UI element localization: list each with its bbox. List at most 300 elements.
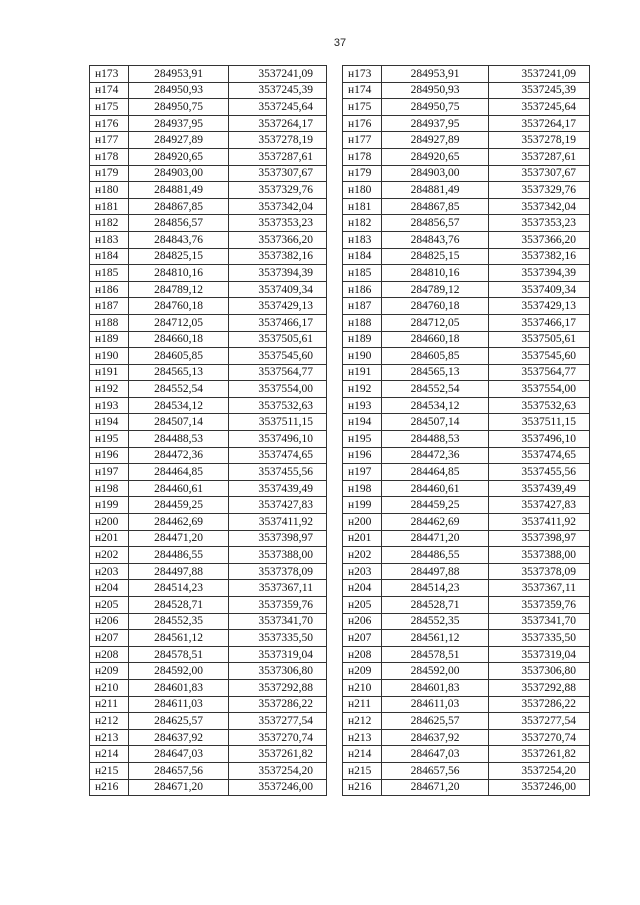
table-row (343, 132, 590, 149)
x-coordinate-cell: 284657,56 (129, 762, 229, 779)
y-coordinate-cell: 3537511,15 (229, 414, 327, 431)
table-row (343, 547, 590, 564)
point-id-cell: н195 (343, 431, 382, 448)
y-coordinate-cell: 3537378,09 (229, 563, 327, 580)
x-coordinate-cell: 284552,54 (129, 381, 229, 398)
x-coordinate-cell: 284950,75 (129, 99, 229, 116)
y-coordinate-cell: 3537287,61 (489, 148, 590, 165)
table-row (343, 231, 590, 248)
y-coordinate-cell: 3537278,19 (229, 132, 327, 149)
x-coordinate-cell: 284459,25 (382, 497, 489, 514)
x-coordinate-cell: 284464,85 (129, 464, 229, 481)
table-row (90, 563, 327, 580)
y-coordinate-cell: 3537292,88 (489, 679, 590, 696)
y-coordinate-cell: 3537429,13 (229, 298, 327, 315)
table-row (343, 497, 590, 514)
x-coordinate-cell: 284507,14 (129, 414, 229, 431)
y-coordinate-cell: 3537307,67 (229, 165, 327, 182)
y-coordinate-cell: 3537277,54 (229, 713, 327, 730)
y-coordinate-cell: 3537245,64 (489, 99, 590, 116)
point-id-cell: н182 (343, 215, 382, 232)
point-id-cell: н189 (90, 331, 129, 348)
point-id-cell: н183 (90, 231, 129, 248)
y-coordinate-cell: 3537366,20 (489, 231, 590, 248)
x-coordinate-cell: 284920,65 (382, 148, 489, 165)
y-coordinate-cell: 3537554,00 (229, 381, 327, 398)
table-row (90, 314, 327, 331)
point-id-cell: н211 (343, 696, 382, 713)
table-row (343, 630, 590, 647)
point-id-cell: н196 (90, 447, 129, 464)
x-coordinate-cell: 284637,92 (129, 729, 229, 746)
y-coordinate-cell: 3537246,00 (489, 779, 590, 796)
y-coordinate-cell: 3537474,65 (229, 447, 327, 464)
table-row (343, 165, 590, 182)
table-row (343, 663, 590, 680)
y-coordinate-cell: 3537545,60 (229, 348, 327, 365)
y-coordinate-cell: 3537427,83 (489, 497, 590, 514)
table-row (90, 679, 327, 696)
point-id-cell: н186 (343, 281, 382, 298)
y-coordinate-cell: 3537455,56 (489, 464, 590, 481)
x-coordinate-cell: 284514,23 (382, 580, 489, 597)
x-coordinate-cell: 284561,12 (129, 630, 229, 647)
table-row (90, 99, 327, 116)
point-id-cell: н185 (343, 265, 382, 282)
point-id-cell: н194 (90, 414, 129, 431)
y-coordinate-cell: 3537394,39 (229, 265, 327, 282)
y-coordinate-cell: 3537245,39 (489, 82, 590, 99)
table-row (90, 630, 327, 647)
y-coordinate-cell: 3537409,34 (489, 281, 590, 298)
y-coordinate-cell: 3537287,61 (229, 148, 327, 165)
x-coordinate-cell: 284760,18 (382, 298, 489, 315)
y-coordinate-cell: 3537496,10 (489, 431, 590, 448)
table-row (90, 82, 327, 99)
y-coordinate-cell: 3537532,63 (489, 397, 590, 414)
y-coordinate-cell: 3537286,22 (489, 696, 590, 713)
point-id-cell: н180 (343, 182, 382, 199)
point-id-cell: н197 (343, 464, 382, 481)
y-coordinate-cell: 3537511,15 (489, 414, 590, 431)
x-coordinate-cell: 284534,12 (129, 397, 229, 414)
point-id-cell: н188 (343, 314, 382, 331)
table-row (343, 464, 590, 481)
x-coordinate-cell: 284486,55 (129, 547, 229, 564)
x-coordinate-cell: 284927,89 (382, 132, 489, 149)
x-coordinate-cell: 284561,12 (382, 630, 489, 647)
table-row (343, 597, 590, 614)
y-coordinate-cell: 3537277,54 (489, 713, 590, 730)
table-row (90, 713, 327, 730)
point-id-cell: н173 (343, 66, 382, 83)
table-row (90, 480, 327, 497)
y-coordinate-cell: 3537306,80 (229, 663, 327, 680)
table-row (90, 198, 327, 215)
x-coordinate-cell: 284460,61 (382, 480, 489, 497)
x-coordinate-cell: 284578,51 (382, 646, 489, 663)
table-row (343, 613, 590, 630)
point-id-cell: н179 (90, 165, 129, 182)
y-coordinate-cell: 3537270,74 (489, 729, 590, 746)
point-id-cell: н203 (90, 563, 129, 580)
y-coordinate-cell: 3537388,00 (489, 547, 590, 564)
table-row (90, 148, 327, 165)
table-row (90, 231, 327, 248)
table-row (90, 281, 327, 298)
point-id-cell: н188 (90, 314, 129, 331)
y-coordinate-cell: 3537367,11 (489, 580, 590, 597)
y-coordinate-cell: 3537505,61 (489, 331, 590, 348)
x-coordinate-cell: 284601,83 (129, 679, 229, 696)
point-id-cell: н203 (343, 563, 382, 580)
x-coordinate-cell: 284471,20 (129, 530, 229, 547)
point-id-cell: н195 (90, 431, 129, 448)
table-row (343, 99, 590, 116)
y-coordinate-cell: 3537564,77 (489, 364, 590, 381)
point-id-cell: н205 (343, 597, 382, 614)
table-row (343, 679, 590, 696)
y-coordinate-cell: 3537429,13 (489, 298, 590, 315)
point-id-cell: н204 (90, 580, 129, 597)
x-coordinate-cell: 284578,51 (129, 646, 229, 663)
x-coordinate-cell: 284592,00 (382, 663, 489, 680)
x-coordinate-cell: 284462,69 (382, 514, 489, 531)
point-id-cell: н174 (90, 82, 129, 99)
y-coordinate-cell: 3537359,76 (229, 597, 327, 614)
x-coordinate-cell: 284950,93 (382, 82, 489, 99)
x-coordinate-cell: 284856,57 (382, 215, 489, 232)
x-coordinate-cell: 284528,71 (129, 597, 229, 614)
x-coordinate-cell: 284611,03 (129, 696, 229, 713)
x-coordinate-cell: 284937,95 (382, 115, 489, 132)
x-coordinate-cell: 284660,18 (129, 331, 229, 348)
point-id-cell: н174 (343, 82, 382, 99)
table-row (90, 364, 327, 381)
x-coordinate-cell: 284950,93 (129, 82, 229, 99)
y-coordinate-cell: 3537261,82 (489, 746, 590, 763)
point-id-cell: н214 (343, 746, 382, 763)
y-coordinate-cell: 3537411,92 (229, 514, 327, 531)
y-coordinate-cell: 3537439,49 (229, 480, 327, 497)
x-coordinate-cell: 284611,03 (382, 696, 489, 713)
point-id-cell: н178 (343, 148, 382, 165)
table-row (343, 215, 590, 232)
x-coordinate-cell: 284625,57 (382, 713, 489, 730)
table-row (343, 447, 590, 464)
table-row (343, 530, 590, 547)
point-id-cell: н182 (90, 215, 129, 232)
point-id-cell: н184 (90, 248, 129, 265)
x-coordinate-cell: 284843,76 (129, 231, 229, 248)
table-row (90, 497, 327, 514)
x-coordinate-cell: 284712,05 (129, 314, 229, 331)
table-row (343, 115, 590, 132)
x-coordinate-cell: 284660,18 (382, 331, 489, 348)
point-id-cell: н186 (90, 281, 129, 298)
x-coordinate-cell: 284459,25 (129, 497, 229, 514)
x-coordinate-cell: 284671,20 (129, 779, 229, 796)
table-row (90, 165, 327, 182)
y-coordinate-cell: 3537545,60 (489, 348, 590, 365)
x-coordinate-cell: 284789,12 (129, 281, 229, 298)
table-row (343, 364, 590, 381)
point-id-cell: н211 (90, 696, 129, 713)
point-id-cell: н201 (343, 530, 382, 547)
point-id-cell: н191 (90, 364, 129, 381)
point-id-cell: н207 (90, 630, 129, 647)
table-row (90, 397, 327, 414)
table-row (343, 779, 590, 796)
point-id-cell: н191 (343, 364, 382, 381)
x-coordinate-cell: 284486,55 (382, 547, 489, 564)
y-coordinate-cell: 3537245,64 (229, 99, 327, 116)
point-id-cell: н178 (90, 148, 129, 165)
point-id-cell: н202 (343, 547, 382, 564)
y-coordinate-cell: 3537398,97 (489, 530, 590, 547)
coordinates-table-right (342, 65, 590, 796)
table-row (90, 265, 327, 282)
table-row (343, 348, 590, 365)
x-coordinate-cell: 284471,20 (382, 530, 489, 547)
x-coordinate-cell: 284637,92 (382, 729, 489, 746)
table-row (90, 746, 327, 763)
x-coordinate-cell: 284552,35 (382, 613, 489, 630)
point-id-cell: н175 (343, 99, 382, 116)
point-id-cell: н216 (343, 779, 382, 796)
point-id-cell: н198 (343, 480, 382, 497)
table-row (90, 66, 327, 83)
x-coordinate-cell: 284856,57 (129, 215, 229, 232)
y-coordinate-cell: 3537411,92 (489, 514, 590, 531)
table-row (343, 431, 590, 448)
table-row (343, 331, 590, 348)
y-coordinate-cell: 3537398,97 (229, 530, 327, 547)
coordinates-table-left (89, 65, 327, 796)
y-coordinate-cell: 3537319,04 (489, 646, 590, 663)
y-coordinate-cell: 3537307,67 (489, 165, 590, 182)
point-id-cell: н192 (90, 381, 129, 398)
table-row (90, 182, 327, 199)
x-coordinate-cell: 284657,56 (382, 762, 489, 779)
point-id-cell: н213 (343, 729, 382, 746)
point-id-cell: н212 (343, 713, 382, 730)
point-id-cell: н185 (90, 265, 129, 282)
x-coordinate-cell: 284789,12 (382, 281, 489, 298)
table-row (343, 713, 590, 730)
table-row (90, 696, 327, 713)
point-id-cell: н190 (90, 348, 129, 365)
point-id-cell: н210 (343, 679, 382, 696)
table-row (343, 66, 590, 83)
x-coordinate-cell: 284903,00 (129, 165, 229, 182)
table-row (90, 762, 327, 779)
point-id-cell: н201 (90, 530, 129, 547)
point-id-cell: н213 (90, 729, 129, 746)
y-coordinate-cell: 3537382,16 (229, 248, 327, 265)
y-coordinate-cell: 3537388,00 (229, 547, 327, 564)
x-coordinate-cell: 284488,53 (129, 431, 229, 448)
table-row (343, 762, 590, 779)
x-coordinate-cell: 284488,53 (382, 431, 489, 448)
y-coordinate-cell: 3537254,20 (229, 762, 327, 779)
point-id-cell: н206 (90, 613, 129, 630)
x-coordinate-cell: 284605,85 (129, 348, 229, 365)
point-id-cell: н196 (343, 447, 382, 464)
table-row (343, 480, 590, 497)
x-coordinate-cell: 284927,89 (129, 132, 229, 149)
y-coordinate-cell: 3537254,20 (489, 762, 590, 779)
table-row (90, 663, 327, 680)
y-coordinate-cell: 3537341,70 (489, 613, 590, 630)
y-coordinate-cell: 3537409,34 (229, 281, 327, 298)
y-coordinate-cell: 3537329,76 (229, 182, 327, 199)
page-number: 37 (333, 37, 347, 49)
table-row (90, 447, 327, 464)
table-row (90, 215, 327, 232)
table-row (90, 547, 327, 564)
x-coordinate-cell: 284920,65 (129, 148, 229, 165)
point-id-cell: н187 (343, 298, 382, 315)
y-coordinate-cell: 3537353,23 (229, 215, 327, 232)
table-row (90, 381, 327, 398)
point-id-cell: н192 (343, 381, 382, 398)
table-row (343, 198, 590, 215)
table-row (90, 779, 327, 796)
table-row (343, 729, 590, 746)
y-coordinate-cell: 3537342,04 (489, 198, 590, 215)
y-coordinate-cell: 3537341,70 (229, 613, 327, 630)
table-row (343, 82, 590, 99)
y-coordinate-cell: 3537394,39 (489, 265, 590, 282)
table-row (343, 414, 590, 431)
x-coordinate-cell: 284843,76 (382, 231, 489, 248)
point-id-cell: н210 (90, 679, 129, 696)
y-coordinate-cell: 3537353,23 (489, 215, 590, 232)
x-coordinate-cell: 284552,54 (382, 381, 489, 398)
point-id-cell: н200 (343, 514, 382, 531)
point-id-cell: н176 (90, 115, 129, 132)
point-id-cell: н207 (343, 630, 382, 647)
point-id-cell: н215 (343, 762, 382, 779)
y-coordinate-cell: 3537455,56 (229, 464, 327, 481)
y-coordinate-cell: 3537342,04 (229, 198, 327, 215)
point-id-cell: н209 (343, 663, 382, 680)
point-id-cell: н193 (90, 397, 129, 414)
point-id-cell: н202 (90, 547, 129, 564)
point-id-cell: н199 (343, 497, 382, 514)
point-id-cell: н209 (90, 663, 129, 680)
table-row (343, 248, 590, 265)
point-id-cell: н181 (90, 198, 129, 215)
y-coordinate-cell: 3537378,09 (489, 563, 590, 580)
x-coordinate-cell: 284565,13 (382, 364, 489, 381)
x-coordinate-cell: 284462,69 (129, 514, 229, 531)
y-coordinate-cell: 3537306,80 (489, 663, 590, 680)
x-coordinate-cell: 284881,49 (382, 182, 489, 199)
y-coordinate-cell: 3537382,16 (489, 248, 590, 265)
point-id-cell: н181 (343, 198, 382, 215)
y-coordinate-cell: 3537359,76 (489, 597, 590, 614)
table-row (90, 115, 327, 132)
point-id-cell: н187 (90, 298, 129, 315)
x-coordinate-cell: 284950,75 (382, 99, 489, 116)
x-coordinate-cell: 284601,83 (382, 679, 489, 696)
y-coordinate-cell: 3537496,10 (229, 431, 327, 448)
x-coordinate-cell: 284605,85 (382, 348, 489, 365)
point-id-cell: н184 (343, 248, 382, 265)
table-row (343, 314, 590, 331)
y-coordinate-cell: 3537261,82 (229, 746, 327, 763)
x-coordinate-cell: 284825,15 (129, 248, 229, 265)
x-coordinate-cell: 284592,00 (129, 663, 229, 680)
table-row (343, 514, 590, 531)
x-coordinate-cell: 284464,85 (382, 464, 489, 481)
table-row (90, 613, 327, 630)
x-coordinate-cell: 284534,12 (382, 397, 489, 414)
table-row (343, 148, 590, 165)
table-row (90, 729, 327, 746)
point-id-cell: н177 (343, 132, 382, 149)
table-row (90, 348, 327, 365)
y-coordinate-cell: 3537278,19 (489, 132, 590, 149)
x-coordinate-cell: 284552,35 (129, 613, 229, 630)
point-id-cell: н189 (343, 331, 382, 348)
x-coordinate-cell: 284460,61 (129, 480, 229, 497)
y-coordinate-cell: 3537439,49 (489, 480, 590, 497)
table-row (90, 331, 327, 348)
point-id-cell: н173 (90, 66, 129, 83)
y-coordinate-cell: 3537554,00 (489, 381, 590, 398)
point-id-cell: н194 (343, 414, 382, 431)
y-coordinate-cell: 3537286,22 (229, 696, 327, 713)
x-coordinate-cell: 284507,14 (382, 414, 489, 431)
x-coordinate-cell: 284514,23 (129, 580, 229, 597)
x-coordinate-cell: 284497,88 (129, 563, 229, 580)
y-coordinate-cell: 3537366,20 (229, 231, 327, 248)
x-coordinate-cell: 284472,36 (129, 447, 229, 464)
table-row (90, 464, 327, 481)
point-id-cell: н212 (90, 713, 129, 730)
x-coordinate-cell: 284953,91 (129, 66, 229, 83)
x-coordinate-cell: 284825,15 (382, 248, 489, 265)
table-row (90, 580, 327, 597)
table-row (343, 182, 590, 199)
point-id-cell: н206 (343, 613, 382, 630)
point-id-cell: н198 (90, 480, 129, 497)
y-coordinate-cell: 3537335,50 (229, 630, 327, 647)
x-coordinate-cell: 284867,85 (129, 198, 229, 215)
x-coordinate-cell: 284867,85 (382, 198, 489, 215)
point-id-cell: н179 (343, 165, 382, 182)
x-coordinate-cell: 284472,36 (382, 447, 489, 464)
point-id-cell: н216 (90, 779, 129, 796)
y-coordinate-cell: 3537532,63 (229, 397, 327, 414)
x-coordinate-cell: 284953,91 (382, 66, 489, 83)
point-id-cell: н183 (343, 231, 382, 248)
table-row (90, 298, 327, 315)
table-row (90, 414, 327, 431)
point-id-cell: н190 (343, 348, 382, 365)
point-id-cell: н177 (90, 132, 129, 149)
table-row (90, 248, 327, 265)
x-coordinate-cell: 284810,16 (129, 265, 229, 282)
point-id-cell: н199 (90, 497, 129, 514)
point-id-cell: н175 (90, 99, 129, 116)
y-coordinate-cell: 3537270,74 (229, 729, 327, 746)
table-row (343, 746, 590, 763)
point-id-cell: н214 (90, 746, 129, 763)
